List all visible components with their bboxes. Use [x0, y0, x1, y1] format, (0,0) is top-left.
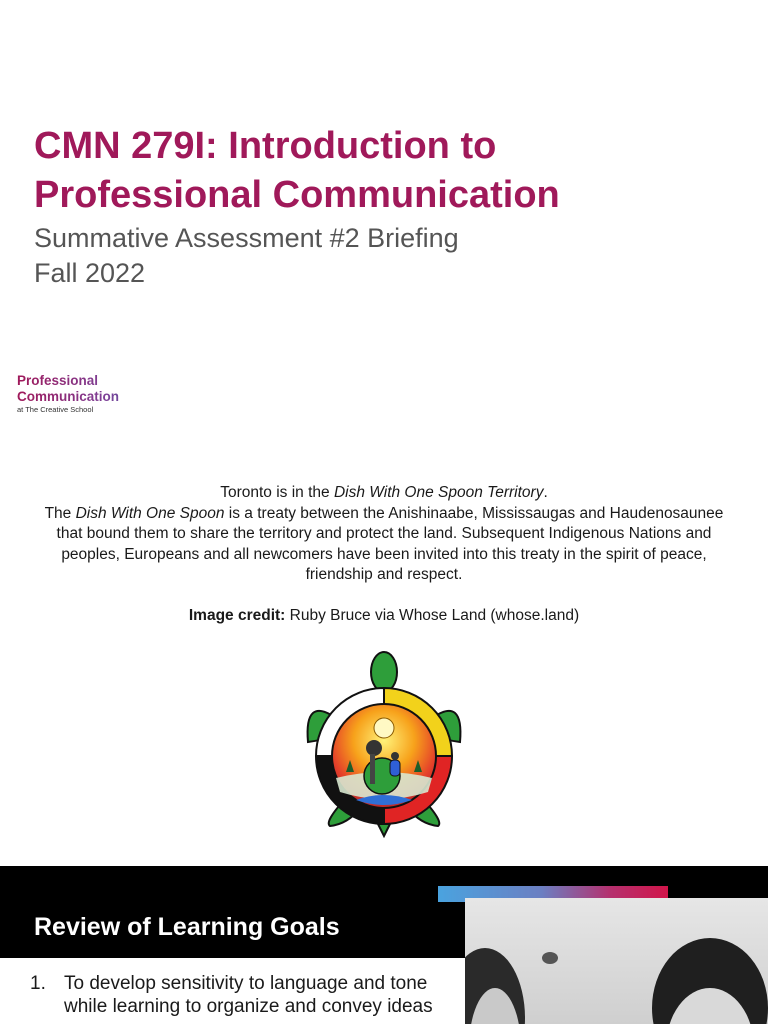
- image-credit: [40, 606, 728, 627]
- students-photo: [465, 898, 768, 1024]
- subtitle-line1: Summative Assessment #2 Briefing: [34, 223, 459, 253]
- course-title-line1: CMN 279I: Introduction to: [34, 125, 497, 167]
- child-head: [391, 752, 399, 760]
- course-title-line2: Professional Communication: [34, 174, 560, 216]
- goal-text: To develop sensitivity to language and tone while learning to organize and convey ideas: [64, 973, 433, 1017]
- image-credit-text: Ruby Bruce via Whose Land (whose.land): [285, 606, 580, 624]
- sun: [374, 718, 394, 738]
- turtle-head: [371, 652, 397, 692]
- professional-communication-logo: [17, 373, 177, 415]
- subtitle-line2: Fall 2022: [34, 258, 146, 288]
- turtle-tail: [378, 824, 390, 836]
- treaty-name: Dish With One Spoon: [75, 504, 225, 522]
- learning-goals-slide: [0, 866, 768, 1024]
- figure-head: [366, 740, 382, 756]
- image-credit-label: Image credit:: [188, 606, 286, 624]
- child-figure: [390, 760, 400, 776]
- course-title: [34, 122, 754, 220]
- goal-number: 1.: [30, 973, 46, 994]
- logo-line3: at The Creative School: [17, 405, 94, 414]
- turtle-medicine-wheel-image: [300, 648, 468, 838]
- logo-line2: Communication: [17, 389, 177, 405]
- land-ack-paragraph: The Dish With One Spoon is a treaty between the Anishinaabe, Mississaugas and Haudenosaunee that bound them to share the territory and protect the land. Subsequent Indigenous Nations and peoples, Europeans and all newcomers have been invited into this treaty in the spirit of peace, friendship and respect.: [44, 504, 724, 583]
- land-acknowledgement: [40, 483, 728, 626]
- figure-braid: [370, 754, 375, 784]
- course-subtitle: [34, 221, 754, 291]
- students-photo-graphic: [465, 898, 768, 1024]
- learning-goals-title: Review of Learning Goals: [34, 913, 340, 941]
- logo-line1: Professional: [17, 373, 177, 389]
- land-ack-line1: Toronto is in the Dish With One Spoon Territory.: [220, 484, 548, 501]
- territory-name: Dish With One Spoon Territory: [333, 484, 544, 501]
